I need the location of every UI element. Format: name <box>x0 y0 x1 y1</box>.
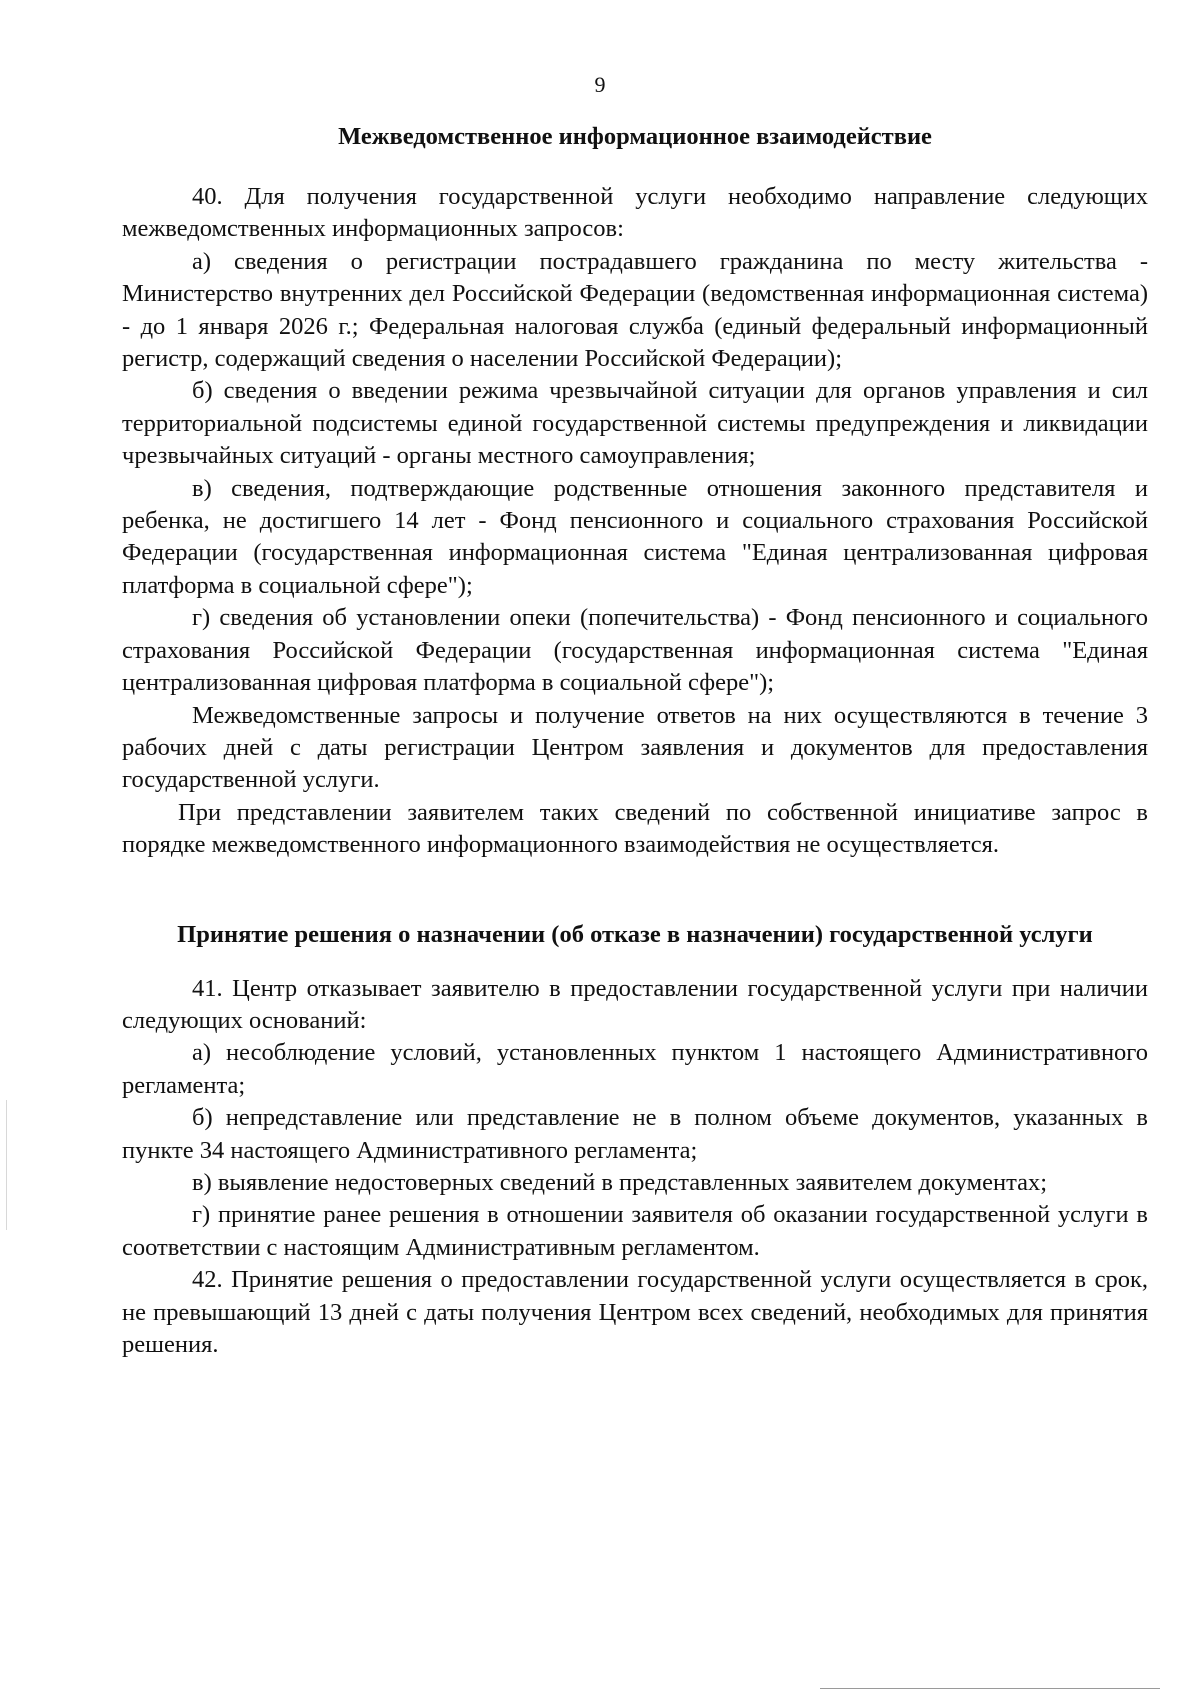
paragraph-own-initiative: При представлении заявителем таких сведений по собственной инициативе запрос в порядке межведомственного информационного взаимодействия не осуществляется. <box>122 798 1148 859</box>
bottom-rule <box>820 1688 1160 1689</box>
section-heading-decision: Принятие решения о назначении (об отказе в назначении) государственной услуги <box>177 920 1093 948</box>
list-item-b: б) сведения о введении режима чрезвычайной ситуации для органов управления и сил территориальной подсистемы единой государственной системы предупреждения и ликвидации чрезвычайных ситуаций - органы местного самоуправления; <box>122 377 1148 470</box>
page-number: 9 <box>594 72 606 97</box>
list-item-g: г) принятие ранее решения в отношении заявителя об оказании государственной услуги в соответствии с настоящим Административным регламентом. <box>122 1201 1148 1261</box>
paragraph-40: 40. Для получения государственной услуги необходимо направление следующих межведомственных информационных запросов: <box>122 183 1148 243</box>
paragraph-42: 42. Принятие решения о предоставлении государственной услуги осуществляется в срок, не превышающий 13 дней с даты получения Центром всех сведений, необходимых для принятия решения. <box>122 1266 1148 1358</box>
paragraph-41: 41. Центр отказывает заявителю в предоставлении государственной услуги при наличии следующих оснований: <box>122 974 1148 1034</box>
list-item-v: в) выявление недостоверных сведений в представленных заявителем документах; <box>192 1168 1048 1196</box>
section-heading-interagency: Межведомственное информационное взаимодействие <box>338 123 932 150</box>
list-item-v: в) сведения, подтверждающие родственные отношения законного представителя и ребенка, не достигшего 14 лет - Фонд пенсионного и социального страхования Российской Федерации (государственная информационная система "Единая централизованная цифровая платформа в социальной сфере"); <box>122 474 1148 599</box>
list-item-a: а) сведения о регистрации пострадавшего гражданина по месту жительства - Министерство внутренних дел Российской Федерации (ведомственная информационная система) - до 1 января 2026 г.; Федеральная налоговая служба (единый федеральный информационный регистр, содержащий сведения о населении Российской Федерации); <box>122 247 1148 373</box>
list-item-g: г) сведения об установлении опеки (попечительства) - Фонд пенсионного и социального страхования Российской Федерации (государственная информационная система "Единая централизованная цифровая платформа в социальной сфере"); <box>122 604 1148 697</box>
scan-margin-mark <box>6 1100 7 1230</box>
document-body <box>122 120 1148 1361</box>
list-item-a: а) несоблюдение условий, установленных пунктом 1 настоящего Административного регламента; <box>122 1039 1148 1099</box>
paragraph-interagency-timing: Межведомственные запросы и получение ответов на них осуществляются в течение 3 рабочих дней с даты регистрации Центром заявления и документов для предоставления государственной услуги. <box>122 701 1148 794</box>
list-item-b: б) непредставление или представление не в полном объеме документов, указанных в пункте 34 настоящего Административного регламента; <box>122 1104 1148 1164</box>
